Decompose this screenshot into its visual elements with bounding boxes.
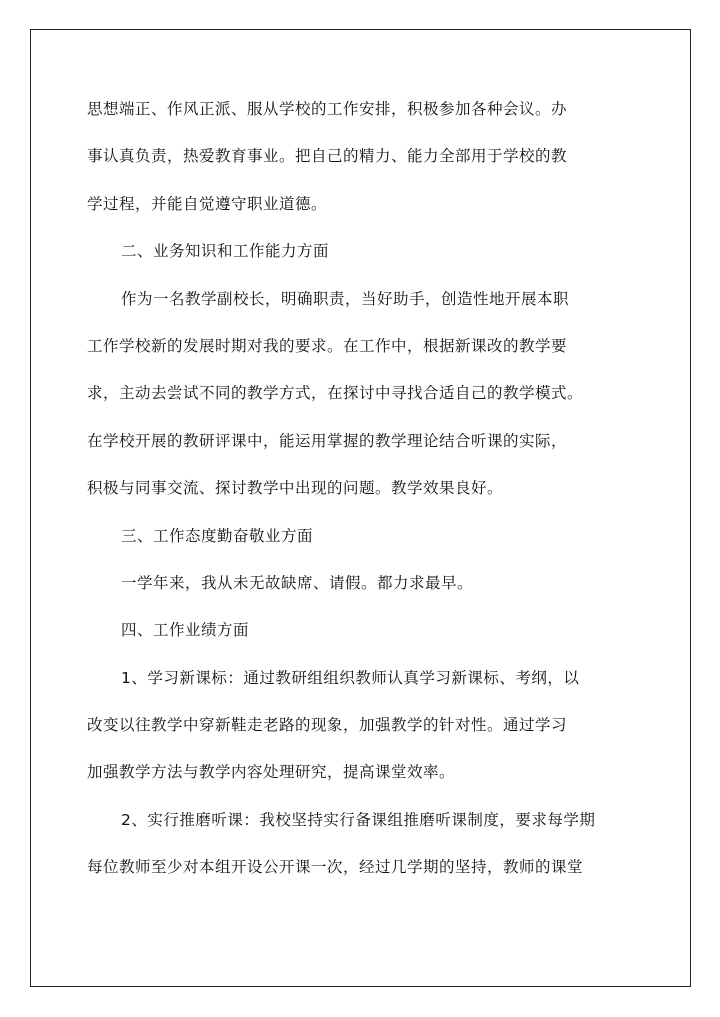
section-heading: 四、工作业绩方面 (121, 621, 250, 640)
text-line: 改变以往教学中穿新鞋走老路的现象，加强教学的针对性。通过学习 (87, 716, 568, 735)
section-heading: 二、业务知识和工作能力方面 (121, 242, 330, 261)
text-line: 1、学习新课标：通过教研组组织教师认真学习新课标、考纲，以 (121, 668, 580, 687)
text-line: 积极与同事交流、探讨教学中出现的问题。教学效果良好。 (87, 479, 504, 498)
text-line: 思想端正、作风正派、服从学校的工作安排，积极参加各种会议。办 (87, 100, 568, 118)
text-line: 在学校开展的教研评课中，能运用掌握的教学理论结合听课的实际， (87, 431, 568, 450)
document-body (87, 94, 635, 900)
text-line: 工作学校新的发展时期对我的要求。在工作中，根据新课改的教学要 (87, 336, 568, 355)
section-heading: 三、工作态度勤奋敬业方面 (121, 526, 314, 545)
text-line: 作为一名教学副校长，明确职责，当好助手，创造性地开展本职 (121, 289, 570, 308)
text-line: 一学年来，我从未无故缺席、请假。都力求最早。 (121, 573, 474, 592)
text-line: 学过程，并能自觉遵守职业道德。 (87, 194, 328, 213)
text-line: 事认真负责，热爱教育事业。把自己的精力、能力全部用于学校的教 (87, 147, 568, 166)
text-line: 加强教学方法与教学内容处理研究，提高课堂效率。 (87, 763, 456, 782)
text-line: 每位教师至少对本组开设公开课一次，经过几学期的坚持，教师的课堂 (87, 858, 584, 877)
text-line: 求，主动去尝试不同的教学方式，在探讨中寻找合适自己的教学模式。 (87, 384, 584, 403)
text-line: 2、实行推磨听课：我校坚持实行备课组推磨听课制度，要求每学期 (121, 810, 596, 829)
